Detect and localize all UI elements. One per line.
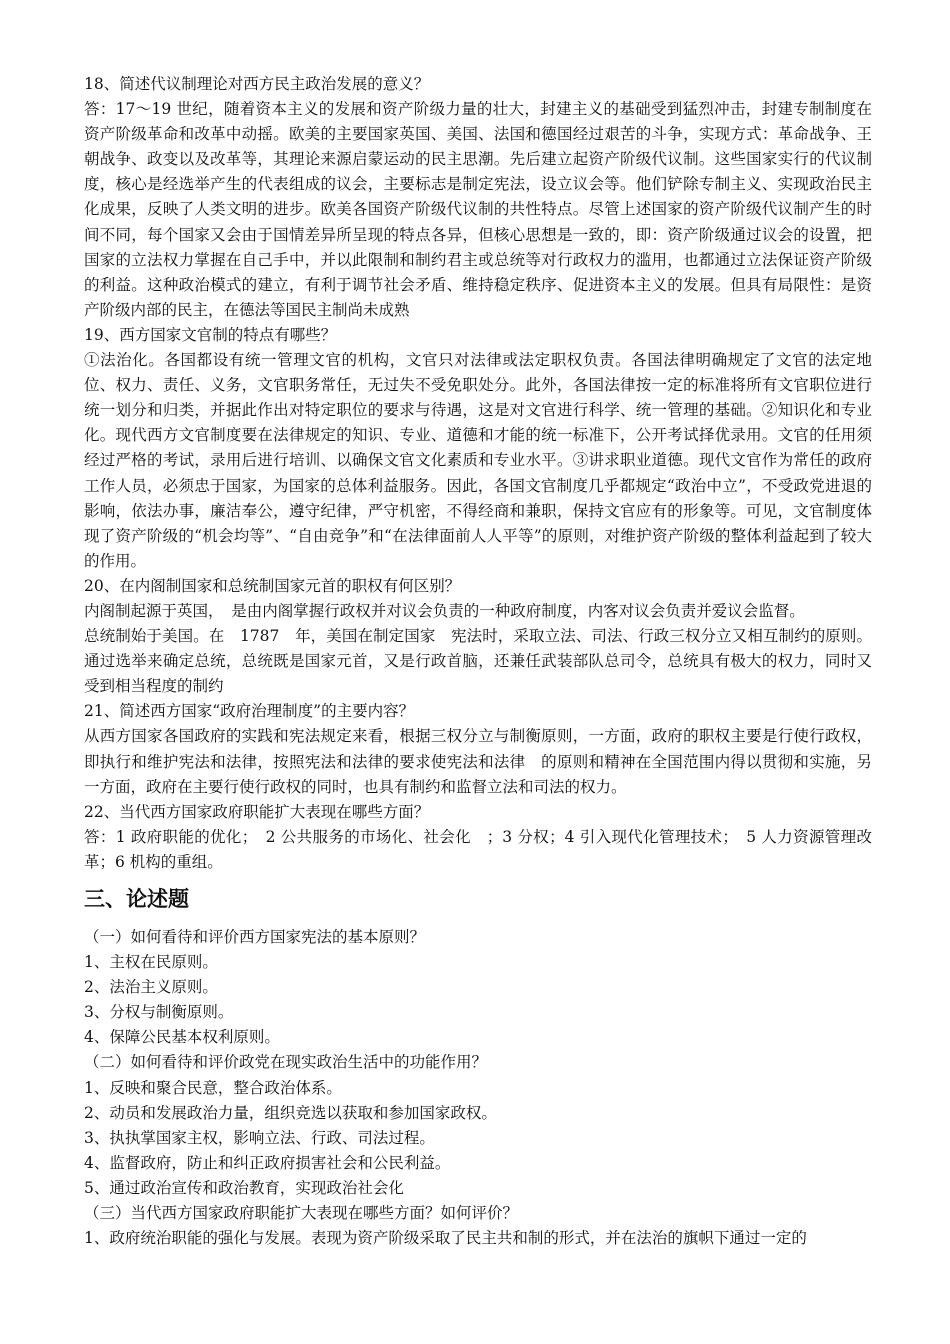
essay-3-item: 1、政府统治职能的强化与发展。表现为资产阶级采取了民主共和制的形式，并在法治的旗帜下通过一定的	[84, 1229, 807, 1248]
essay-2-title: （二）如何看待和评价政党在现实政治生活中的功能作用？	[84, 1053, 488, 1072]
essay-1-title: （一）如何看待和评价西方国家宪法的基本原则？	[84, 928, 426, 946]
question-22-answer: 答：1 政府职能的优化； 2 公共服务的市场化、社会化 ；3 分权；4 引入现代化管理技术； 5 人力资源管理改革；6 机构的重组。	[84, 827, 872, 871]
question-19-answer: ①法治化。各国都设有统一管理文官的机构，文官只对法律或法定职权负责。各国法律明确规定了文官的法定地位、权力、责任、义务，文官职务常任，无过失不受免职处分。此外，各国法律按一定的标准将所有文官职位进行统一划分和归类，并据此作出对特定职位的要求与待遇，这是对文官进行科学、统一管理的基础。②知识化和专业化。现代西方文官制度要在法律规定的知识、专业、道德和才能的统一标准下，公开考试择优录用。文官的任用须经过严格的考试，录用后进行培训、以确保文官文化素质和专业水平。③讲求职业道德。现代文官作为常任的政府工作人员，必须忠于国家，为国家的总体利益服务。因此，各国文官制度几乎都规定“政治中立”，不受政党进退的影响，依法办事，廉洁奉公，遵守纪律，严守机密，不得经商和兼职，保持文官应有的形象等。可见，文官制度体现了资产阶级的“机会均等”、“自由竞争”和“在法律面前人人平等”的原则，对维护资产阶级的整体利益起到了较大的作用。	[84, 351, 872, 570]
question-19-title: 19、西方国家文官制的特点有哪些？	[84, 325, 337, 344]
essay-2-item: 3、执执掌国家主权，影响立法、行政、司法过程。	[84, 1128, 435, 1147]
section-title: 三、论述题	[84, 887, 189, 911]
essay-1-item: 4、保障公民基本权利原则。	[84, 1028, 280, 1047]
essay-2-item: 1、反映和聚合民意，整合政治体系。	[84, 1078, 342, 1097]
essay-1-item: 2、法治主义原则。	[84, 978, 218, 997]
essay-2-item: 2、动员和发展政治力量，组织竞选以获取和参加国家政权。	[84, 1103, 497, 1122]
question-18-title: 18、简述代议制理论对西方民主政治发展的意义？	[84, 75, 430, 93]
essay-2-item: 5、通过政治宣传和政治教育，实现政治社会化	[84, 1178, 404, 1197]
question-18-answer: 答：17～19 世纪，随着资本主义的发展和资产阶级力量的壮大，封建主义的基础受到猛烈冲击，封建专制制度在资产阶级革命和改革中动摇。欧美的主要国家英国、美国、法国和德国经过艰苦的斗争，实现方式：革命战争、王朝战争、政变以及改革等，其理论来源启蒙运动的民主思潮。先后建立起资产阶级代议制。这些国家实行的代议制度，核心是经选举产生的代表组成的议会，主要标志是制定宪法，设立议会等。他们铲除专制主义、实现政治民主化成果，反映了人类文明的进步。欧美各国资产阶级代议制的共性特点。尽管上述国家的资产阶级代议制产生的时间不同，每个国家又会由于国情差异所呈现的特点各异，但核心思想是一致的，即：资产阶级通过议会的设置，把国家的立法权力掌握在自己手中，并以此限制和制约君主或总统等对行政权力的滥用，也都通过立法保证资产阶级的利益。这种政治模式的建立，有利于调节社会矛盾、维持稳定秩序、促进资本主义的发展。但具有局限性：是资产阶级内部的民主，在德法等国民主制尚未成熟	[84, 100, 872, 319]
essay-1-item: 3、分权与制衡原则。	[84, 1003, 234, 1022]
essay-1-item: 1、主权在民原则。	[84, 953, 218, 972]
essay-2-item: 4、监督政府，防止和纠正政府损害社会和公民利益。	[84, 1153, 451, 1172]
essay-3-title: （三）当代西方国家政府职能扩大表现在哪些方面？如何评价？	[84, 1204, 519, 1223]
question-20-title: 20、在内阁制国家和总统制国家元首的职权有何区别？	[84, 576, 461, 595]
question-21-answer: 从西方国家各国政府的实践和宪法规定来看，根据三权分立与制衡原则，一方面，政府的职权主要是行使行政权，即执行和维护宪法和法律，按照宪法和法律的要求使宪法和法律 的原则和精神在全国范围内得以贯彻和实施，另一方面，政府在主要行使行政权的同时，也具有制约和监督立法和司法的权力。	[84, 727, 872, 796]
question-20-paragraph-1: 内阁制起源于英国， 是由内阁掌握行政权并对议会负责的一种政府制度，内客对议会负责并爱议会监督。	[84, 601, 805, 620]
question-22-title: 22、当代西方国家政府职能扩大表现在哪些方面？	[84, 802, 430, 821]
question-20-paragraph-2: 总统制始于美国。在 1787 年，美国在制定国家 宪法时，采取立法、司法、行政三权分立又相互制约的原则。通过选举来确定总统，总统既是国家元首，又是行政首脑，还兼任武装部队总司令，总统具有极大的权力，同时又受到相当程度的制约	[84, 627, 872, 696]
question-21-title: 21、简述西方国家“政府治理制度”的主要内容？	[84, 702, 415, 721]
